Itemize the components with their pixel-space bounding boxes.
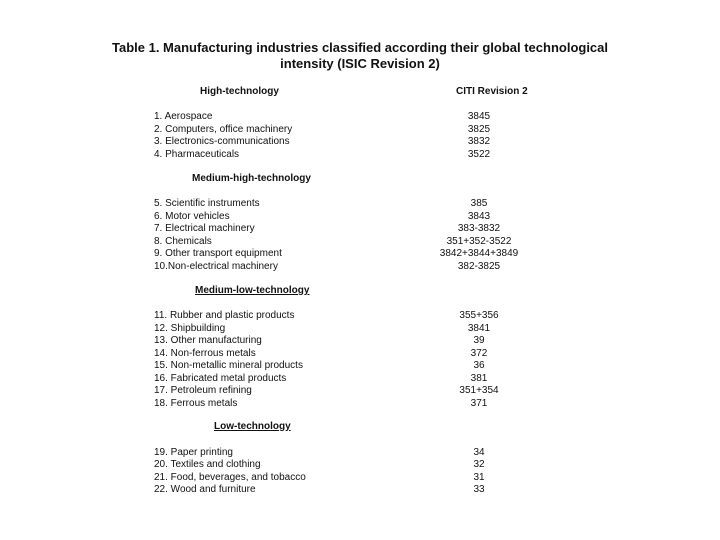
citi-code: 3522 [467, 149, 491, 160]
table-row [154, 309, 544, 322]
citi-code: 381 [470, 373, 488, 384]
citi-code: 383-3832 [457, 223, 501, 234]
citi-code: 3825 [467, 124, 491, 135]
table-row [154, 397, 544, 410]
citi-code: 31 [473, 472, 485, 483]
industry-name: 22. Wood and furniture [154, 484, 256, 495]
table-row [154, 197, 544, 210]
table-title-line-2: intensity (ISIC Revision 2) [280, 56, 440, 71]
industry-name: 13. Other manufacturing [154, 335, 262, 346]
industry-name: 3. Electronics-communications [154, 136, 290, 147]
industry-name: 2. Computers, office machinery [154, 124, 293, 135]
citi-code: 355+356 [459, 310, 499, 321]
industry-name: 14. Non-ferrous metals [154, 348, 256, 359]
table-row [154, 247, 544, 260]
industry-name: 16. Fabricated metal products [154, 373, 287, 384]
industry-name: 21. Food, beverages, and tobacco [154, 472, 306, 483]
industry-name: 7. Electrical machinery [154, 223, 255, 234]
industry-name: 9. Other transport equipment [154, 248, 282, 259]
section-heading-medium-low: Medium-low-technology [195, 285, 310, 296]
industry-name: 15. Non-metallic mineral products [154, 360, 303, 371]
table-row [154, 260, 544, 273]
industry-name: 8. Chemicals [154, 236, 212, 247]
industry-name: 18. Ferrous metals [154, 398, 238, 409]
industry-name: 10.Non-electrical machinery [154, 261, 278, 272]
table-row [154, 334, 544, 347]
citi-code: 3845 [467, 111, 491, 122]
column-header-code: CITI Revision 2 [456, 86, 528, 97]
citi-code: 351+352-3522 [446, 236, 512, 247]
industry-name: 1. Aerospace [154, 111, 213, 122]
citi-code: 36 [473, 360, 485, 371]
table-row [154, 135, 544, 148]
citi-code: 371 [470, 398, 488, 409]
table-row [154, 148, 544, 161]
table-row [154, 222, 544, 235]
industry-name: 12. Shipbuilding [154, 323, 226, 334]
industry-name: 20. Textiles and clothing [154, 459, 261, 470]
table-row [154, 359, 544, 372]
section-heading-low: Low-technology [214, 421, 291, 432]
table-row [154, 483, 544, 496]
citi-code: 3842+3844+3849 [439, 248, 519, 259]
citi-code: 351+354 [459, 385, 499, 396]
citi-code: 372 [470, 348, 488, 359]
industry-name: 11. Rubber and plastic products [154, 310, 295, 321]
industry-name: 19. Paper printing [154, 447, 233, 458]
table-title-line-1: Table 1. Manufacturing industries classified according their global technological [111, 40, 609, 55]
citi-code: 39 [473, 335, 485, 346]
citi-code: 385 [470, 198, 488, 209]
section-heading-medium-high: Medium-high-technology [192, 173, 311, 184]
table-row [154, 384, 544, 397]
citi-code: 3832 [467, 136, 491, 147]
citi-code: 34 [473, 447, 485, 458]
industry-name: 5. Scientific instruments [154, 198, 260, 209]
citi-code: 3841 [467, 323, 491, 334]
industry-name: 6. Motor vehicles [154, 211, 230, 222]
citi-code: 382-3825 [457, 261, 501, 272]
industry-name: 4. Pharmaceuticals [154, 149, 240, 160]
citi-code: 32 [473, 459, 485, 470]
citi-code: 3843 [467, 211, 491, 222]
citi-code: 33 [473, 484, 485, 495]
column-header-category: High-technology [200, 86, 279, 97]
industry-name: 17. Petroleum refining [154, 385, 252, 396]
table-row [154, 110, 544, 123]
table-row [154, 458, 544, 471]
